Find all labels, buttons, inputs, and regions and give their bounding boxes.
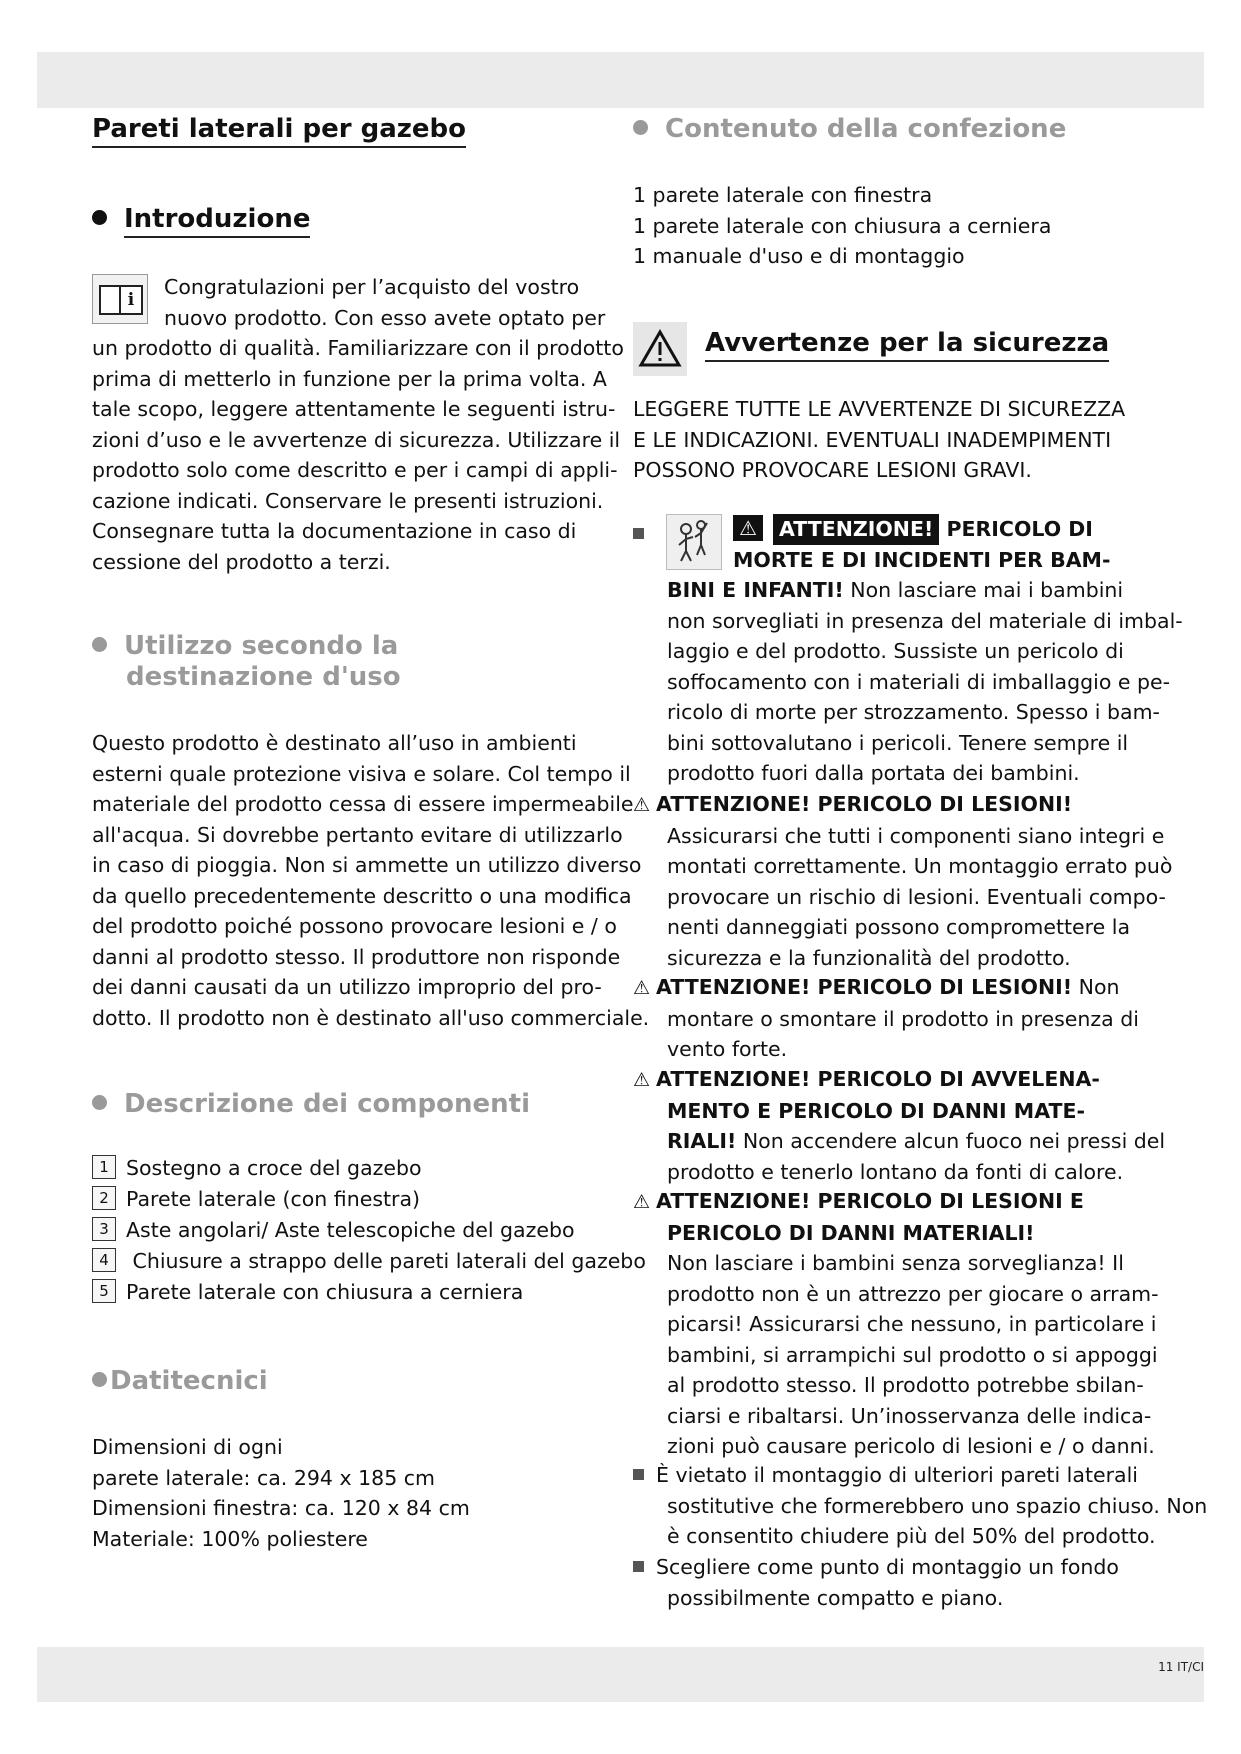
document-title: Pareti laterali per gazebo (92, 114, 466, 148)
list-item: 3 Aste angolari/ Aste telescopiche del gazebo (92, 1215, 646, 1246)
list-item: 1 Sostegno a croce del gazebo (92, 1153, 646, 1184)
warning-triangle-icon: ⚠ (633, 1191, 651, 1213)
usage-heading: Utilizzo secondo la destinazione d'uso (92, 631, 401, 693)
tech-data: Dimensioni di ogni parete laterale: ca. 294 x 185 cm Dimensioni finestra: ca. 120 x 84 cm Materiale: 100% poliestere (92, 1435, 470, 1551)
tech-heading: Datitecnici (92, 1366, 268, 1396)
bullet-ground: Scegliere come punto di montaggio un fondo possibilmente compatto e piano. (633, 1552, 1119, 1613)
components-heading: Descrizione dei componenti (92, 1089, 530, 1119)
usage-text: Questo prodotto è destinato all’uso in ambienti esterni quale protezione visiva e solare. Col tempo il materiale del prodotto cessa di essere impermeabile all'acqua. Si dovrebbe pertanto evitare di utilizzarlo in caso di pioggia. Non si ammette un utilizzo diverso da quello precedentemente descritto o una modifica del prodotto poiché possono provocare lesioni e / o danni al prodotto stesso. Il produttore non risponde dei danni causati da un utilizzo improprio del pro- dotto. Il prodotto non è destinato all'uso commerciale. (92, 731, 650, 1030)
warning-triangle-icon: ⚠ (633, 977, 651, 999)
warning-triangle-icon: ⚠ (633, 1069, 651, 1091)
warning-injury-damage: ⚠ ATTENZIONE! PERICOLO DI LESIONI E PERICOLO DI DANNI MATERIALI! Non lasciare i bambini senza sorveglianza! Il prodotto non è un attrezzo per giocare o arram- picarsi! Assicurarsi che nessuno, in particolare i bambini, si arrampichi sul prodotto o si appoggi al prodotto stesso. Il prodotto potrebbe sbilan- ciarsi e ribaltarsi. Un’inosservanza delle indica- zioni può causare pericolo di lesioni e / o danni. (633, 1189, 1159, 1458)
list-item: 2 Parete laterale (con finestra) (92, 1184, 646, 1215)
list-item: 5 Parete laterale con chiusura a cerniera (92, 1277, 646, 1308)
bullet-dot-icon (92, 210, 107, 225)
list-item: 4 Chiusure a strappo delle pareti laterali del gazebo (92, 1246, 646, 1277)
components-list (92, 1153, 646, 1308)
warning-injury-2: ⚠ ATTENZIONE! PERICOLO DI LESIONI! Non montare o smontare il prodotto in presenza di vento forte. (633, 975, 1139, 1061)
contents-heading: Contenuto della confezione (633, 114, 1066, 144)
header-band (37, 52, 1204, 108)
warning-triangle-icon (633, 322, 687, 376)
warning-triangle-icon: ⚠ (633, 794, 651, 816)
intro-text: Congratulazioni per l’acquisto del vostro nuovo prodotto. Con esso avete optato per un prodotto di qualità. Familiarizzare con il prodotto prima di metterlo in funzione per la prima volta. A tale scopo, leggere attentamente le seguenti istru- zioni d’uso e le avvertenze di sicurezza. Utilizzare il prodotto solo come descritto e per i campi di appli- cazione indicati. Conservare le presenti istruzioni. Consegnare tutta la documentazione in caso di cessione del prodotto a terzi. (92, 275, 624, 574)
contents-list: 1 parete laterale con finestra 1 parete laterale con chiusura a cerniera 1 manuale d'uso e di montaggio (633, 183, 1052, 268)
warning-injury-1: ⚠ ATTENZIONE! PERICOLO DI LESIONI! Assicurarsi che tutti i componenti siano integri e montati correttamente. Un montaggio errato può provocare un rischio di lesioni. Eventuali compo- nenti danneggiati possono compromettere la sicurezza e la funzionalità del prodotto. (633, 792, 1173, 970)
bullet-dot-icon (92, 1095, 107, 1110)
warning-children: ⚠ ATTENZIONE! PERICOLO DI MORTE E DI INCIDENTI PER BAM- BINI E INFANTI! Non lasciare mai i bambini non sorvegliati in presenza del materiale di imbal- laggio e del prodotto. Sussiste un pericolo di soffocamento con i materiali di imballaggio e pe- ricolo di morte per strozzamento. Spesso i bam- bini sottovalutano i pericoli. Tenere sempre il prodotto fuori dalla portata dei bambini. (667, 516, 1183, 785)
bullet-dot-icon (92, 1372, 107, 1387)
bullet-no-extra-walls: È vietato il montaggio di ulteriori pareti laterali sostitutive che formerebbero uno spazio chiuso. Non è consentito chiudere più del 50% del prodotto. (633, 1460, 1207, 1552)
safety-intro: LEGGERE TUTTE LE AVVERTENZE DI SICUREZZA E LE INDICAZIONI. EVENTUALI INADEMPIMENTI POSSONO PROVOCARE LESIONI GRAVI. (633, 397, 1126, 482)
bullet-dot-icon (633, 120, 648, 135)
page-number: 11 IT/CI (1158, 1660, 1204, 1674)
bullet-dot-icon (92, 637, 107, 652)
footer-band (37, 1647, 1204, 1702)
info-book-icon: i (92, 274, 148, 324)
warning-solid-icon: ⚠ (733, 515, 763, 541)
bullet-square-icon (633, 528, 644, 539)
safety-heading: Avvertenze per la sicurezza (705, 328, 1109, 358)
bullet-square-icon (633, 1469, 644, 1480)
intro-heading: Introduzione (92, 204, 310, 234)
warning-poisoning: ⚠ ATTENZIONE! PERICOLO DI AVVELENA- MENTO E PERICOLO DI DANNI MATE- RIALI! Non accendere alcun fuoco nei pressi del prodotto e tenerlo lontano da fonti di calore. (633, 1067, 1166, 1184)
bullet-square-icon (633, 1561, 644, 1572)
